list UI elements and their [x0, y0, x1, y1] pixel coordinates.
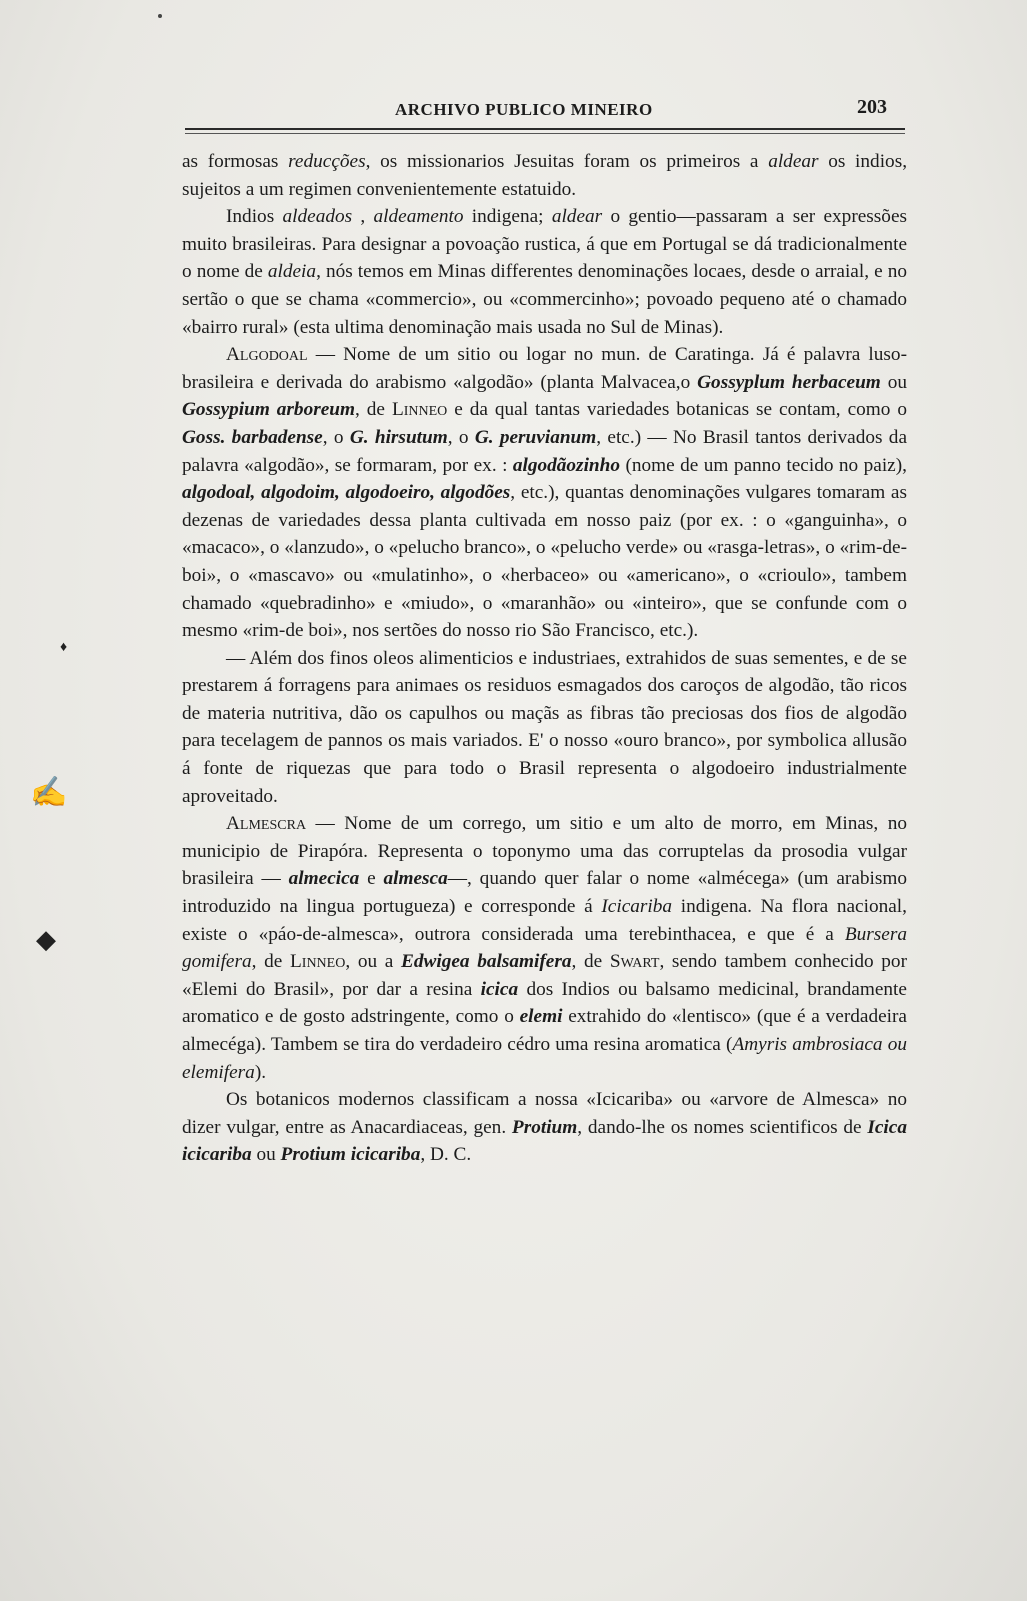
running-head: ARCHIVO PUBLICO MINEIRO	[395, 100, 653, 119]
text-run: , dando-lhe os nomes scientificos de	[577, 1116, 868, 1138]
speck-mark	[158, 14, 162, 18]
paragraph-4	[182, 645, 907, 811]
italic-term: Amyris ambrosiaca ou elemifera	[182, 1034, 907, 1083]
page-header	[185, 96, 905, 126]
italic-term: G. hirsutum	[349, 426, 448, 448]
paragraph-almescra	[182, 810, 907, 1086]
author-name: Linneo	[391, 399, 448, 421]
text-run: Os botanicos modernos classificam a nossa «Icicariba» ou «arvore de Almesca» no dizer vulgar, entre as Anacardiaceas, gen.	[182, 1089, 907, 1138]
italic-term: elemi	[519, 1006, 563, 1028]
italic-term: almesca	[383, 868, 448, 890]
italic-term: almecica	[288, 868, 360, 890]
text-run: (nome de um panno tecido no paiz),	[620, 454, 907, 476]
text-run: , ou a	[345, 951, 402, 973]
text-run: — Nome de um corrego, um sitio e um alto de morro, em Minas, no municipio de Pirapóra. Representa o toponymo uma das corruptelas da prosodia vulgar brasileira —	[182, 813, 907, 890]
italic-term: Icica icicariba	[182, 1116, 907, 1166]
text-run: ).	[254, 1061, 267, 1083]
text-run: e da qual tantas variedades botanicas se contam, como o	[447, 399, 907, 421]
text-run: ,	[352, 206, 374, 228]
entry-headword: Almescra	[226, 813, 307, 835]
text-run: , de	[571, 951, 610, 973]
paragraph-6	[182, 1086, 907, 1169]
italic-term: icica	[480, 978, 519, 1000]
italic-term: Edwigea balsamifera	[401, 951, 572, 973]
italic-term: aldeia	[267, 261, 317, 283]
text-run: , etc.) — No Brasil tantos derivados da palavra «algodão», se formaram, por ex. :	[182, 426, 907, 476]
margin-mark-small: ♦	[60, 640, 68, 655]
page-number: 203	[857, 96, 887, 118]
text-run: Indios	[226, 206, 283, 228]
italic-term: Protium icicariba	[280, 1144, 421, 1166]
text-run: e	[359, 868, 384, 890]
text-run: ou	[880, 371, 907, 393]
text-run: , de	[251, 951, 290, 973]
italic-term: Goss. barbadense	[182, 426, 323, 448]
text-run: , D. C.	[420, 1144, 472, 1166]
text-run: , os missionarios Jesuitas foram os primeiros a	[365, 151, 769, 172]
text-run: , etc.), quantas denominações vulgares tomaram as dezenas de variedades dessa planta cultivada em nosso paiz (por ex. : o «ganguinha», o «macaco», o «lanzudo», o «pelucho branco», o «pelucho verde» ou «rasga-letras», o «rim-de-boi», o «mascavo» ou «mulatinho», o «herbaceo» ou «americano», o «crioulo», tambem chamado «quebradinho» e «miudo», o «maranhão» ou «inteiro», que se confunde com o mesmo «rim-de boi», nos sertões do nosso rio São Francisco, etc.).	[182, 482, 907, 642]
text-run: ou	[251, 1144, 281, 1166]
entry-headword: Algodoal	[226, 344, 308, 366]
text-run: , o	[447, 426, 475, 448]
italic-term: algodoal, algodoim, algodoeiro, algodões	[182, 482, 511, 504]
text-run: o gentio—passaram a ser expressões muito brasileiras. Para designar a povoação rustica, á que em Portugal se dá tradicionalmente o nome de	[182, 206, 908, 283]
paragraph-1	[182, 148, 907, 203]
text-run: indigena;	[463, 206, 552, 228]
author-name: Linneo	[290, 951, 346, 973]
body-text	[182, 148, 907, 1169]
text-run: , nós temos em Minas differentes denominações locaes, desde o arraial, e no sertão o que se chama «commercio», ou «commercinho»; povoado pequeno até o chamado «bairro rural» (esta ultima denominação mais usada no Sul de Minas).	[182, 261, 907, 338]
author-name: Swart	[609, 951, 660, 973]
margin-mark-hand: ✍	[30, 776, 68, 809]
italic-term: Gossyplum herbaceum	[697, 371, 881, 393]
text-run: as formosas	[182, 151, 289, 172]
text-run: — Nome de um sitio ou logar no mun. de Caratinga. Já é palavra luso-brasileira e derivada do arabismo «algodão» (planta Malvacea,o	[182, 344, 907, 393]
text-run: indigena. Na flora nacional, existe o «páo-de-almesca», outrora considerada uma terebinthacea, e que é a	[182, 896, 907, 945]
margin-mark-diamond: ◆	[36, 925, 56, 954]
italic-term: reducções	[288, 151, 366, 172]
italic-term: Icicariba	[601, 896, 673, 918]
paragraph-algodoal	[182, 341, 907, 645]
text-run: , de	[355, 399, 392, 421]
text-run: — Além dos finos oleos alimenticios e industriaes, extrahidos de suas sementes, e de se prestarem á forragens para animaes os residuos esmagados dos caroços de algodão, tão ricos de materia nutritiva, dão os capulhos ou maçãs as fibras tão preciosas dos fios de algodão para tecelagem de pannos os mais variados. E' o nosso «ouro branco», por symbolica allusão á fonte de riquezas que para todo o Brasil representa o algodoeiro industrialmente aproveitado.	[182, 647, 907, 807]
italic-term: aldear	[551, 206, 603, 228]
italic-term: G. peruvianum	[474, 426, 597, 448]
text-run: —, quando quer falar o nome «almécega» (um arabismo introduzido na lingua portugueza) e corresponde á	[182, 868, 907, 918]
header-rule	[185, 128, 905, 134]
italic-term: aldeamento	[373, 206, 464, 228]
italic-term: Protium	[511, 1116, 578, 1138]
text-run: os indios, sujeitos a um regimen convenientemente estatuido.	[182, 151, 908, 200]
italic-term: algodãozinho	[512, 454, 621, 476]
text-run: , sendo tambem conhecido por «Elemi do Brasil», por dar a resina	[182, 951, 907, 1000]
italic-term: Bursera gomifera	[182, 923, 907, 973]
italic-term: aldeados	[282, 206, 353, 228]
text-run: extrahido do «lentisco» (que é a verdadeira almecéga). Tambem se tira do verdadeiro cédro uma resina aromatica (	[182, 1006, 907, 1055]
text-run: , o	[322, 426, 350, 448]
paragraph-2	[182, 203, 907, 341]
italic-term: Gossypium arboreum	[182, 399, 356, 421]
italic-term: aldear	[768, 151, 819, 172]
text-run: dos Indios ou balsamo medicinal, brandamente aromatico e de gosto adstringente, como o	[182, 978, 907, 1028]
